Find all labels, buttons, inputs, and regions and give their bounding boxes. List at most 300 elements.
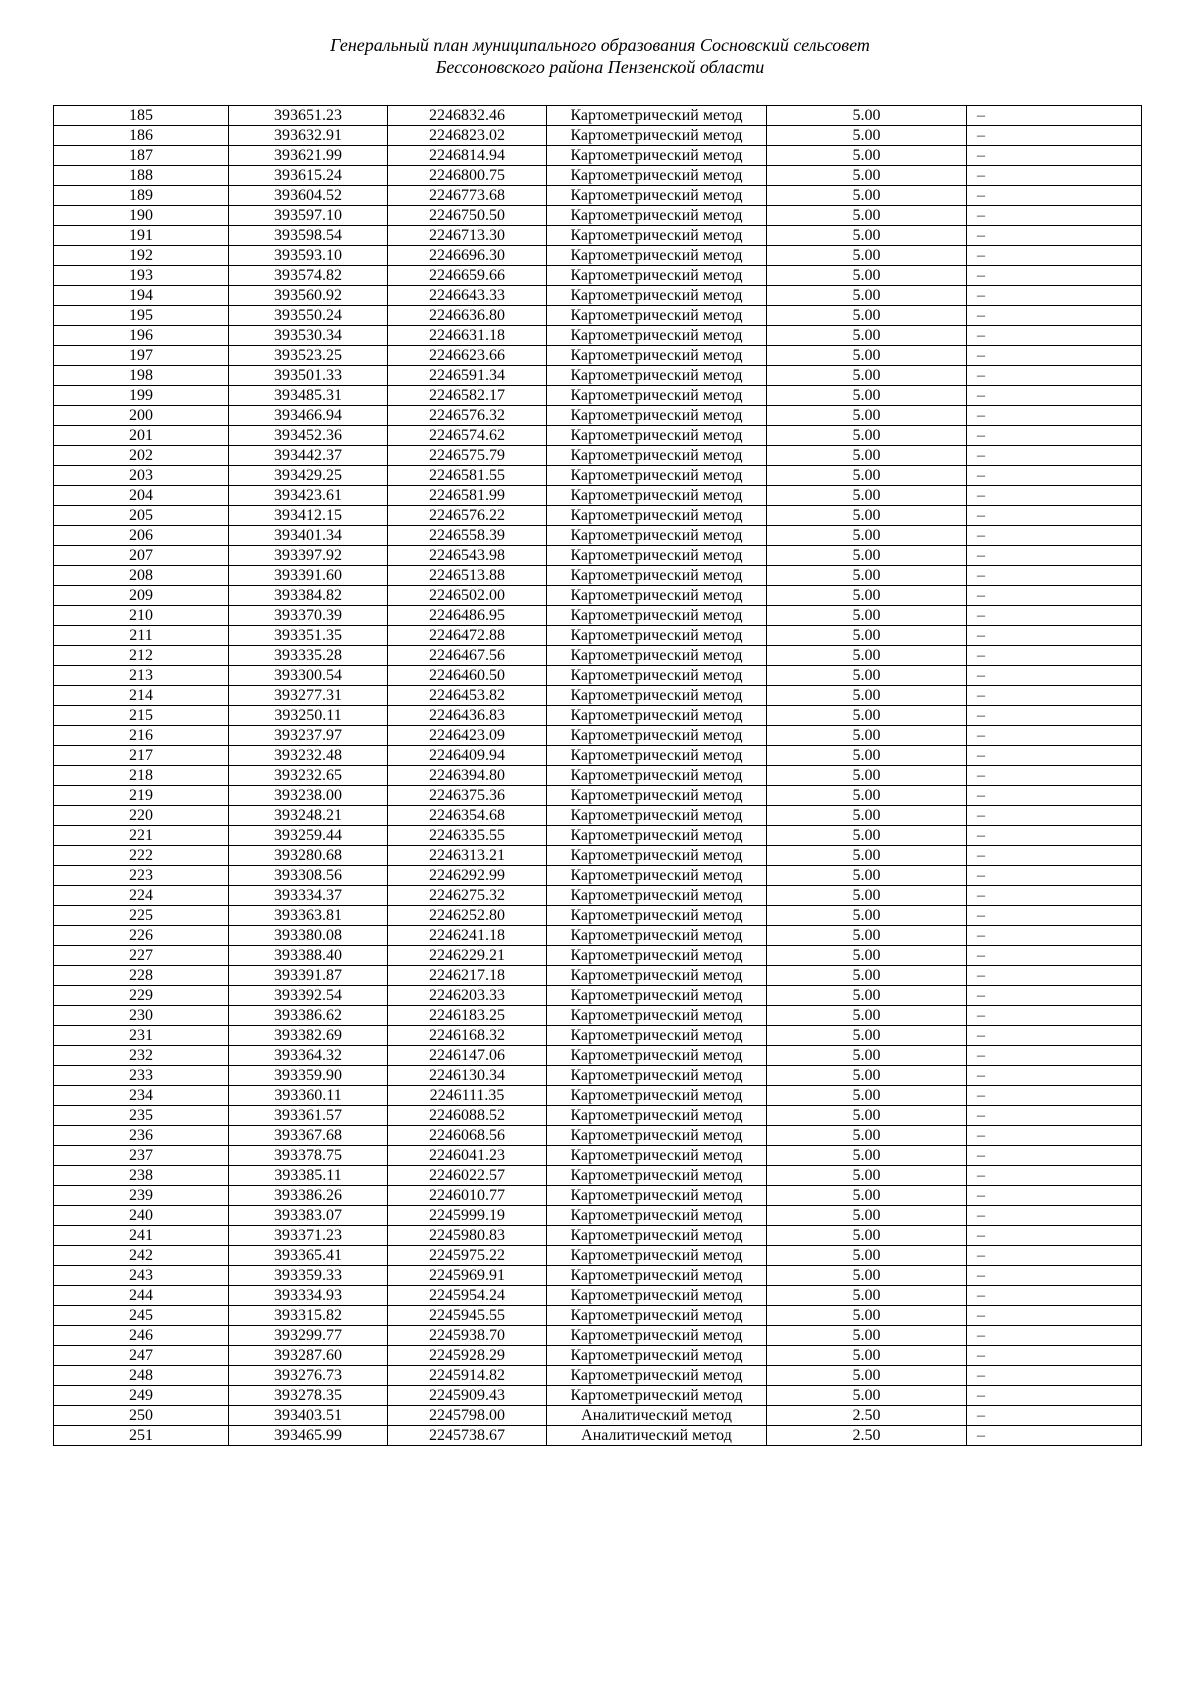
table-row <box>54 1386 1142 1406</box>
y-coordinate-cell: 2246582.17 <box>388 386 547 406</box>
method-cell: Картометрический метод <box>547 1086 767 1106</box>
table-row <box>54 1346 1142 1366</box>
accuracy-cell: 5.00 <box>767 666 967 686</box>
y-coordinate-cell: 2246130.34 <box>388 1066 547 1086</box>
method-cell: Картометрический метод <box>547 1106 767 1126</box>
x-coordinate-cell: 393365.41 <box>229 1246 388 1266</box>
y-coordinate-cell: 2246354.68 <box>388 806 547 826</box>
x-coordinate-cell: 393388.40 <box>229 946 388 966</box>
y-coordinate-cell: 2246576.22 <box>388 506 547 526</box>
x-coordinate-cell: 393238.00 <box>229 786 388 806</box>
point-number-cell: 234 <box>54 1086 229 1106</box>
accuracy-cell: 5.00 <box>767 986 967 1006</box>
accuracy-cell: 5.00 <box>767 1206 967 1226</box>
note-cell: – <box>967 806 1142 826</box>
x-coordinate-cell: 393359.33 <box>229 1266 388 1286</box>
method-cell: Картометрический метод <box>547 666 767 686</box>
note-cell: – <box>967 666 1142 686</box>
note-cell: – <box>967 126 1142 146</box>
table-row <box>54 206 1142 226</box>
point-number-cell: 200 <box>54 406 229 426</box>
accuracy-cell: 5.00 <box>767 786 967 806</box>
method-cell: Картометрический метод <box>547 746 767 766</box>
y-coordinate-cell: 2246041.23 <box>388 1146 547 1166</box>
method-cell: Картометрический метод <box>547 386 767 406</box>
y-coordinate-cell: 2245954.24 <box>388 1286 547 1306</box>
point-number-cell: 217 <box>54 746 229 766</box>
note-cell: – <box>967 1266 1142 1286</box>
y-coordinate-cell: 2246335.55 <box>388 826 547 846</box>
method-cell: Картометрический метод <box>547 146 767 166</box>
note-cell: – <box>967 406 1142 426</box>
accuracy-cell: 5.00 <box>767 226 967 246</box>
method-cell: Картометрический метод <box>547 1126 767 1146</box>
table-row <box>54 786 1142 806</box>
y-coordinate-cell: 2245969.91 <box>388 1266 547 1286</box>
point-number-cell: 233 <box>54 1066 229 1086</box>
point-number-cell: 243 <box>54 1266 229 1286</box>
accuracy-cell: 5.00 <box>767 946 967 966</box>
y-coordinate-cell: 2246252.80 <box>388 906 547 926</box>
note-cell: – <box>967 1306 1142 1326</box>
y-coordinate-cell: 2246623.66 <box>388 346 547 366</box>
accuracy-cell: 2.50 <box>767 1406 967 1426</box>
point-number-cell: 209 <box>54 586 229 606</box>
table-row <box>54 706 1142 726</box>
method-cell: Картометрический метод <box>547 1306 767 1326</box>
y-coordinate-cell: 2246636.80 <box>388 306 547 326</box>
y-coordinate-cell: 2246576.32 <box>388 406 547 426</box>
coordinates-table <box>53 105 1142 1446</box>
accuracy-cell: 5.00 <box>767 126 967 146</box>
method-cell: Картометрический метод <box>547 966 767 986</box>
accuracy-cell: 5.00 <box>767 1046 967 1066</box>
table-row <box>54 1026 1142 1046</box>
table-row <box>54 1326 1142 1346</box>
y-coordinate-cell: 2246823.02 <box>388 126 547 146</box>
x-coordinate-cell: 393361.57 <box>229 1106 388 1126</box>
point-number-cell: 186 <box>54 126 229 146</box>
note-cell: – <box>967 926 1142 946</box>
method-cell: Картометрический метод <box>547 1346 767 1366</box>
accuracy-cell: 5.00 <box>767 266 967 286</box>
note-cell: – <box>967 1086 1142 1106</box>
x-coordinate-cell: 393397.92 <box>229 546 388 566</box>
note-cell: – <box>967 206 1142 226</box>
x-coordinate-cell: 393248.21 <box>229 806 388 826</box>
note-cell: – <box>967 1226 1142 1246</box>
x-coordinate-cell: 393367.68 <box>229 1126 388 1146</box>
accuracy-cell: 5.00 <box>767 566 967 586</box>
note-cell: – <box>967 366 1142 386</box>
x-coordinate-cell: 393299.77 <box>229 1326 388 1346</box>
method-cell: Картометрический метод <box>547 506 767 526</box>
table-row <box>54 1286 1142 1306</box>
note-cell: – <box>967 186 1142 206</box>
table-row <box>54 726 1142 746</box>
x-coordinate-cell: 393429.25 <box>229 466 388 486</box>
point-number-cell: 238 <box>54 1166 229 1186</box>
x-coordinate-cell: 393300.54 <box>229 666 388 686</box>
y-coordinate-cell: 2245798.00 <box>388 1406 547 1426</box>
note-cell: – <box>967 486 1142 506</box>
x-coordinate-cell: 393280.68 <box>229 846 388 866</box>
method-cell: Картометрический метод <box>547 886 767 906</box>
method-cell: Картометрический метод <box>547 706 767 726</box>
accuracy-cell: 5.00 <box>767 1186 967 1206</box>
note-cell: – <box>967 506 1142 526</box>
table-row <box>54 386 1142 406</box>
x-coordinate-cell: 393560.92 <box>229 286 388 306</box>
table-row <box>54 686 1142 706</box>
table-row <box>54 606 1142 626</box>
x-coordinate-cell: 393651.23 <box>229 106 388 126</box>
method-cell: Картометрический метод <box>547 546 767 566</box>
accuracy-cell: 5.00 <box>767 1126 967 1146</box>
x-coordinate-cell: 393237.97 <box>229 726 388 746</box>
point-number-cell: 248 <box>54 1366 229 1386</box>
table-row <box>54 166 1142 186</box>
note-cell: – <box>967 946 1142 966</box>
accuracy-cell: 5.00 <box>767 346 967 366</box>
table-row <box>54 806 1142 826</box>
note-cell: – <box>967 526 1142 546</box>
point-number-cell: 197 <box>54 346 229 366</box>
note-cell: – <box>967 546 1142 566</box>
x-coordinate-cell: 393364.32 <box>229 1046 388 1066</box>
x-coordinate-cell: 393232.48 <box>229 746 388 766</box>
note-cell: – <box>967 426 1142 446</box>
method-cell: Картометрический метод <box>547 926 767 946</box>
method-cell: Картометрический метод <box>547 286 767 306</box>
x-coordinate-cell: 393550.24 <box>229 306 388 326</box>
point-number-cell: 232 <box>54 1046 229 1066</box>
point-number-cell: 218 <box>54 766 229 786</box>
y-coordinate-cell: 2246502.00 <box>388 586 547 606</box>
accuracy-cell: 5.00 <box>767 606 967 626</box>
point-number-cell: 202 <box>54 446 229 466</box>
accuracy-cell: 5.00 <box>767 186 967 206</box>
y-coordinate-cell: 2246513.88 <box>388 566 547 586</box>
method-cell: Картометрический метод <box>547 466 767 486</box>
method-cell: Картометрический метод <box>547 846 767 866</box>
accuracy-cell: 5.00 <box>767 1306 967 1326</box>
point-number-cell: 236 <box>54 1126 229 1146</box>
note-cell: – <box>967 166 1142 186</box>
accuracy-cell: 5.00 <box>767 966 967 986</box>
method-cell: Картометрический метод <box>547 246 767 266</box>
x-coordinate-cell: 393392.54 <box>229 986 388 1006</box>
method-cell: Картометрический метод <box>547 586 767 606</box>
table-row <box>54 1086 1142 1106</box>
note-cell: – <box>967 586 1142 606</box>
x-coordinate-cell: 393598.54 <box>229 226 388 246</box>
point-number-cell: 203 <box>54 466 229 486</box>
coordinates-table-body <box>54 106 1142 1446</box>
point-number-cell: 247 <box>54 1346 229 1366</box>
x-coordinate-cell: 393391.60 <box>229 566 388 586</box>
method-cell: Картометрический метод <box>547 446 767 466</box>
table-row <box>54 666 1142 686</box>
x-coordinate-cell: 393232.65 <box>229 766 388 786</box>
point-number-cell: 225 <box>54 906 229 926</box>
table-row <box>54 126 1142 146</box>
point-number-cell: 188 <box>54 166 229 186</box>
accuracy-cell: 5.00 <box>767 626 967 646</box>
x-coordinate-cell: 393382.69 <box>229 1026 388 1046</box>
note-cell: – <box>967 1246 1142 1266</box>
point-number-cell: 192 <box>54 246 229 266</box>
x-coordinate-cell: 393259.44 <box>229 826 388 846</box>
accuracy-cell: 5.00 <box>767 206 967 226</box>
method-cell: Картометрический метод <box>547 426 767 446</box>
note-cell: – <box>967 1386 1142 1406</box>
y-coordinate-cell: 2246581.55 <box>388 466 547 486</box>
point-number-cell: 196 <box>54 326 229 346</box>
point-number-cell: 187 <box>54 146 229 166</box>
x-coordinate-cell: 393386.62 <box>229 1006 388 1026</box>
point-number-cell: 219 <box>54 786 229 806</box>
accuracy-cell: 2.50 <box>767 1426 967 1446</box>
accuracy-cell: 5.00 <box>767 1346 967 1366</box>
note-cell: – <box>967 746 1142 766</box>
method-cell: Картометрический метод <box>547 1026 767 1046</box>
note-cell: – <box>967 286 1142 306</box>
method-cell: Картометрический метод <box>547 686 767 706</box>
point-number-cell: 249 <box>54 1386 229 1406</box>
note-cell: – <box>967 826 1142 846</box>
point-number-cell: 201 <box>54 426 229 446</box>
y-coordinate-cell: 2246168.32 <box>388 1026 547 1046</box>
note-cell: – <box>967 846 1142 866</box>
point-number-cell: 214 <box>54 686 229 706</box>
x-coordinate-cell: 393277.31 <box>229 686 388 706</box>
method-cell: Картометрический метод <box>547 366 767 386</box>
accuracy-cell: 5.00 <box>767 1386 967 1406</box>
point-number-cell: 193 <box>54 266 229 286</box>
y-coordinate-cell: 2246581.99 <box>388 486 547 506</box>
point-number-cell: 241 <box>54 1226 229 1246</box>
accuracy-cell: 5.00 <box>767 766 967 786</box>
x-coordinate-cell: 393386.26 <box>229 1186 388 1206</box>
table-row <box>54 406 1142 426</box>
point-number-cell: 231 <box>54 1026 229 1046</box>
point-number-cell: 215 <box>54 706 229 726</box>
accuracy-cell: 5.00 <box>767 246 967 266</box>
accuracy-cell: 5.00 <box>767 166 967 186</box>
method-cell: Картометрический метод <box>547 986 767 1006</box>
y-coordinate-cell: 2246436.83 <box>388 706 547 726</box>
table-row <box>54 646 1142 666</box>
point-number-cell: 195 <box>54 306 229 326</box>
method-cell: Картометрический метод <box>547 526 767 546</box>
table-row <box>54 846 1142 866</box>
point-number-cell: 211 <box>54 626 229 646</box>
y-coordinate-cell: 2245909.43 <box>388 1386 547 1406</box>
note-cell: – <box>967 726 1142 746</box>
method-cell: Картометрический метод <box>547 1246 767 1266</box>
x-coordinate-cell: 393378.75 <box>229 1146 388 1166</box>
y-coordinate-cell: 2246773.68 <box>388 186 547 206</box>
accuracy-cell: 5.00 <box>767 366 967 386</box>
accuracy-cell: 5.00 <box>767 686 967 706</box>
method-cell: Картометрический метод <box>547 1066 767 1086</box>
accuracy-cell: 5.00 <box>767 926 967 946</box>
method-cell: Картометрический метод <box>547 306 767 326</box>
y-coordinate-cell: 2246022.57 <box>388 1166 547 1186</box>
accuracy-cell: 5.00 <box>767 726 967 746</box>
method-cell: Картометрический метод <box>547 266 767 286</box>
table-row <box>54 346 1142 366</box>
method-cell: Картометрический метод <box>547 1186 767 1206</box>
note-cell: – <box>967 886 1142 906</box>
point-number-cell: 191 <box>54 226 229 246</box>
accuracy-cell: 5.00 <box>767 746 967 766</box>
note-cell: – <box>967 1326 1142 1346</box>
point-number-cell: 220 <box>54 806 229 826</box>
y-coordinate-cell: 2246575.79 <box>388 446 547 466</box>
accuracy-cell: 5.00 <box>767 1226 967 1246</box>
point-number-cell: 212 <box>54 646 229 666</box>
table-row <box>54 866 1142 886</box>
note-cell: – <box>967 1146 1142 1166</box>
table-row <box>54 566 1142 586</box>
table-row <box>54 426 1142 446</box>
note-cell: – <box>967 386 1142 406</box>
method-cell: Картометрический метод <box>547 346 767 366</box>
point-number-cell: 227 <box>54 946 229 966</box>
table-row <box>54 1006 1142 1026</box>
table-row <box>54 946 1142 966</box>
method-cell: Картометрический метод <box>547 226 767 246</box>
accuracy-cell: 5.00 <box>767 426 967 446</box>
note-cell: – <box>967 1426 1142 1446</box>
point-number-cell: 194 <box>54 286 229 306</box>
accuracy-cell: 5.00 <box>767 1026 967 1046</box>
x-coordinate-cell: 393370.39 <box>229 606 388 626</box>
note-cell: – <box>967 306 1142 326</box>
accuracy-cell: 5.00 <box>767 146 967 166</box>
y-coordinate-cell: 2246010.77 <box>388 1186 547 1206</box>
y-coordinate-cell: 2246111.35 <box>388 1086 547 1106</box>
table-row <box>54 546 1142 566</box>
note-cell: – <box>967 446 1142 466</box>
x-coordinate-cell: 393380.08 <box>229 926 388 946</box>
point-number-cell: 239 <box>54 1186 229 1206</box>
x-coordinate-cell: 393632.91 <box>229 126 388 146</box>
method-cell: Картометрический метод <box>547 906 767 926</box>
accuracy-cell: 5.00 <box>767 506 967 526</box>
accuracy-cell: 5.00 <box>767 846 967 866</box>
note-cell: – <box>967 1166 1142 1186</box>
table-row <box>54 926 1142 946</box>
y-coordinate-cell: 2246750.50 <box>388 206 547 226</box>
accuracy-cell: 5.00 <box>767 1246 967 1266</box>
method-cell: Картометрический метод <box>547 1266 767 1286</box>
y-coordinate-cell: 2245975.22 <box>388 1246 547 1266</box>
accuracy-cell: 5.00 <box>767 1106 967 1126</box>
table-row <box>54 246 1142 266</box>
accuracy-cell: 5.00 <box>767 1366 967 1386</box>
note-cell: – <box>967 1106 1142 1126</box>
table-row <box>54 1406 1142 1426</box>
accuracy-cell: 5.00 <box>767 326 967 346</box>
x-coordinate-cell: 393363.81 <box>229 906 388 926</box>
x-coordinate-cell: 393250.11 <box>229 706 388 726</box>
point-number-cell: 221 <box>54 826 229 846</box>
y-coordinate-cell: 2246659.66 <box>388 266 547 286</box>
point-number-cell: 228 <box>54 966 229 986</box>
note-cell: – <box>967 1206 1142 1226</box>
point-number-cell: 246 <box>54 1326 229 1346</box>
accuracy-cell: 5.00 <box>767 1266 967 1286</box>
x-coordinate-cell: 393442.37 <box>229 446 388 466</box>
x-coordinate-cell: 393423.61 <box>229 486 388 506</box>
note-cell: – <box>967 906 1142 926</box>
table-row <box>54 586 1142 606</box>
note-cell: – <box>967 466 1142 486</box>
table-row <box>54 826 1142 846</box>
note-cell: – <box>967 226 1142 246</box>
point-number-cell: 216 <box>54 726 229 746</box>
point-number-cell: 222 <box>54 846 229 866</box>
method-cell: Аналитический метод <box>547 1426 767 1446</box>
x-coordinate-cell: 393604.52 <box>229 186 388 206</box>
y-coordinate-cell: 2246467.56 <box>388 646 547 666</box>
method-cell: Картометрический метод <box>547 606 767 626</box>
accuracy-cell: 5.00 <box>767 286 967 306</box>
method-cell: Картометрический метод <box>547 166 767 186</box>
method-cell: Картометрический метод <box>547 1166 767 1186</box>
method-cell: Картометрический метод <box>547 646 767 666</box>
y-coordinate-cell: 2246713.30 <box>388 226 547 246</box>
table-row <box>54 1246 1142 1266</box>
x-coordinate-cell: 393334.93 <box>229 1286 388 1306</box>
table-row <box>54 1066 1142 1086</box>
accuracy-cell: 5.00 <box>767 386 967 406</box>
method-cell: Картометрический метод <box>547 766 767 786</box>
accuracy-cell: 5.00 <box>767 706 967 726</box>
table-row <box>54 146 1142 166</box>
y-coordinate-cell: 2246375.36 <box>388 786 547 806</box>
accuracy-cell: 5.00 <box>767 586 967 606</box>
point-number-cell: 198 <box>54 366 229 386</box>
method-cell: Картометрический метод <box>547 946 767 966</box>
y-coordinate-cell: 2246800.75 <box>388 166 547 186</box>
note-cell: – <box>967 1286 1142 1306</box>
point-number-cell: 208 <box>54 566 229 586</box>
note-cell: – <box>967 786 1142 806</box>
method-cell: Картометрический метод <box>547 1366 767 1386</box>
point-number-cell: 207 <box>54 546 229 566</box>
method-cell: Картометрический метод <box>547 1206 767 1226</box>
accuracy-cell: 5.00 <box>767 526 967 546</box>
method-cell: Картометрический метод <box>547 626 767 646</box>
table-row <box>54 886 1142 906</box>
note-cell: – <box>967 606 1142 626</box>
x-coordinate-cell: 393385.11 <box>229 1166 388 1186</box>
method-cell: Картометрический метод <box>547 1286 767 1306</box>
y-coordinate-cell: 2246486.95 <box>388 606 547 626</box>
method-cell: Картометрический метод <box>547 106 767 126</box>
point-number-cell: 223 <box>54 866 229 886</box>
note-cell: – <box>967 346 1142 366</box>
method-cell: Картометрический метод <box>547 866 767 886</box>
y-coordinate-cell: 2246832.46 <box>388 106 547 126</box>
point-number-cell: 235 <box>54 1106 229 1126</box>
y-coordinate-cell: 2245914.82 <box>388 1366 547 1386</box>
point-number-cell: 250 <box>54 1406 229 1426</box>
